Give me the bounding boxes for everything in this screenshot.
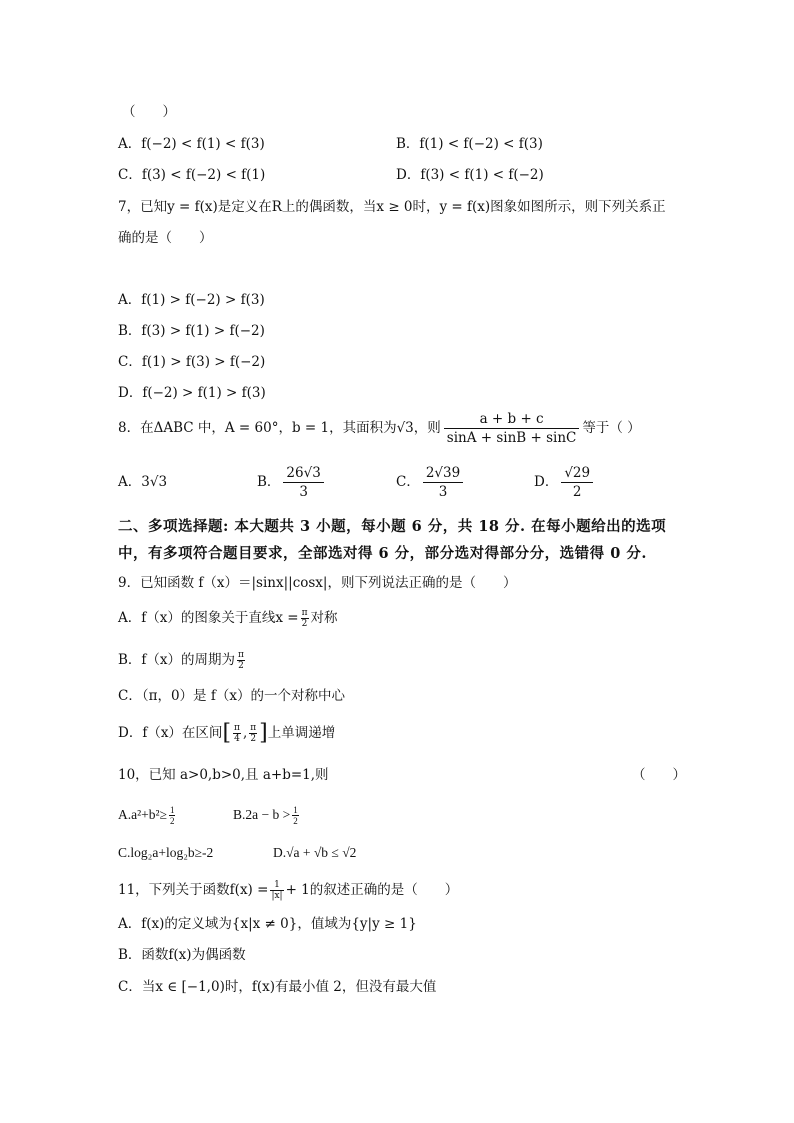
q9-option-b [118,646,247,674]
q10-stem: 10，已知 a>0,b>0,且 a+b=1,则 [118,767,329,783]
section2-heading-line2: 中，有多项符合题目要求，全部选对得 6 分，部分选对得部分分，选错得 0 分. [118,545,647,562]
q8-option-d [534,462,596,502]
q10-option-a [118,800,177,830]
q11-option-c: C．当x ∈ [−1,0)时，f(x)有最小值 2，但没有最大值 [118,979,437,995]
q10-option-a-denominator: 2 [169,816,175,827]
q8-option-c-numerator: 2√39 [423,464,463,483]
q9-option-d-numerator1: π [234,723,240,733]
q8-option-c-fraction [423,464,463,501]
q8-option-d-fraction [561,464,593,501]
q9-option-d-post: 上单调递增 [267,725,336,741]
q8-option-a-label: A． [118,474,142,490]
q9-option-a-post: 对称 [310,610,338,626]
q9-option-d: D．f（x）在区间[ $\frac{\pi}{4}$ , $\frac{\pi}{2}$ ]上单调递增 [118,720,336,746]
q7-option-c: C．f(1) > f(3) > f(−2) [118,354,266,370]
q9-option-c: C．（π，0）是 f（x）的一个对称中心 [118,688,345,704]
q10-option-b-pre: B.2a − b > [233,807,291,822]
q10-option-b-denominator: 2 [293,816,298,827]
q8-option-b-fraction [283,464,323,501]
q9-option-b-denominator: 2 [238,661,244,671]
q10-option-a-pre: A.a²+b²≥ [118,807,167,822]
q9-option-d-denominator2: 2 [250,734,257,744]
q6-option-d: D．f(3) < f(1) < f(−2) [396,167,544,183]
q10-option-a-fraction [169,805,176,826]
q7-stem-line2: 确的是（ ） [118,230,213,246]
q9-interval-open-bracket: [ [222,720,232,746]
q10-option-b-numerator: 1 [293,805,298,816]
q6-option-b: B．f(1) < f(−2) < f(3) [396,136,543,152]
q11-stem-fraction [270,880,283,901]
q10-option-b [233,800,301,830]
q6-option-a: A．f(−2) < f(1) < f(3) [118,136,265,152]
q9-option-b-numerator: π [238,650,244,660]
q11-stem-post: + 1的叙述正确的是（ ） [285,882,459,898]
q9-option-d-fraction2 [249,723,257,744]
q9-option-d-numerator2: π [250,723,257,733]
q8-option-d-denominator: 2 [572,484,582,500]
q8-option-d-label: D． [534,474,559,490]
q9-option-d-denominator1: 4 [234,734,240,744]
q8-stem-pre: 8．在ΔABC 中，A = 60°，b = 1，其面积为√3，则 [118,420,441,436]
q8-option-b-denominator: 3 [299,484,308,500]
q8-option-b [257,462,327,502]
q9-option-b-fraction [237,650,245,671]
q9-option-b-pre: B．f（x）的周期为 [118,652,236,668]
q10-answer-paren: （ ） [632,767,686,783]
q7-stem-line1: 7，已知y = f(x)是定义在R上的偶函数，当x ≥ 0时，y = f(x)图象如图所示，则下列关系正 [118,199,666,215]
q6-answer-paren: （ ） [122,104,176,120]
q8-fraction-denominator: sinA + sinB + sinC [446,430,577,446]
q9-option-a-numerator: π [301,608,308,618]
q10-option-a-numerator: 1 [169,805,175,816]
q10-option-d: D.√a + √b ≤ √2 [273,845,357,860]
q6-option-c: C．f(3) < f(−2) < f(1) [118,167,266,183]
q8-option-c-label: C． [396,474,420,490]
q8-option-b-numerator: 26√3 [283,464,323,483]
q8-option-b-label: B． [257,474,281,490]
q9-option-d-pre: D．f（x）在区间 [118,725,223,741]
section2-heading-line1: 二、多项选择题: 本大题共 3 小题，每小题 6 分，共 18 分. 在每小题给出的选项 [118,518,667,535]
q8-option-a [118,462,167,502]
q8-option-d-numerator: √29 [561,464,593,483]
q8-option-c-denominator: 3 [438,484,448,500]
q11-stem-denominator: |x| [271,891,283,901]
q9-option-a-pre: A．f（x）的图象关于直线x = [118,610,299,626]
q8-option-a-value: 3√3 [141,474,168,490]
q7-option-b: B．f(3) > f(1) > f(−2) [118,323,265,339]
q8-stem [118,408,641,448]
q9-option-a-denominator: 2 [301,619,308,629]
q9-interval-close-bracket: ] [259,720,268,746]
q11-stem [118,875,458,905]
q8-fraction [444,410,580,447]
q8-option-c [396,462,466,502]
q7-option-a: A．f(1) > f(−2) > f(3) [118,292,265,308]
q10-option-c: C.log₂a+log₂b≥-2 [118,845,214,860]
q8-stem-post: 等于（ ） [582,420,641,436]
q9-option-d-fraction1 [233,723,241,744]
q10-option-b-fraction [292,805,299,826]
q8-fraction-numerator: a + b + c [444,410,580,429]
q9-option-a [118,604,338,632]
q11-option-b: B．函数f(x)为偶函数 [118,947,246,963]
q7-option-d: D．f(−2) > f(1) > f(3) [118,385,266,401]
q9-stem: 9．已知函数 f（x）＝|sinx||cosx|，则下列说法正确的是（ ） [118,575,517,591]
q11-option-a: A．f(x)的定义域为{x|x ≠ 0}，值域为{y|y ≥ 1} [118,916,417,932]
q11-stem-pre: 11，下列关于函数f(x) = [118,882,269,898]
q11-stem-numerator: 1 [270,880,283,891]
q9-option-a-fraction [301,608,309,629]
